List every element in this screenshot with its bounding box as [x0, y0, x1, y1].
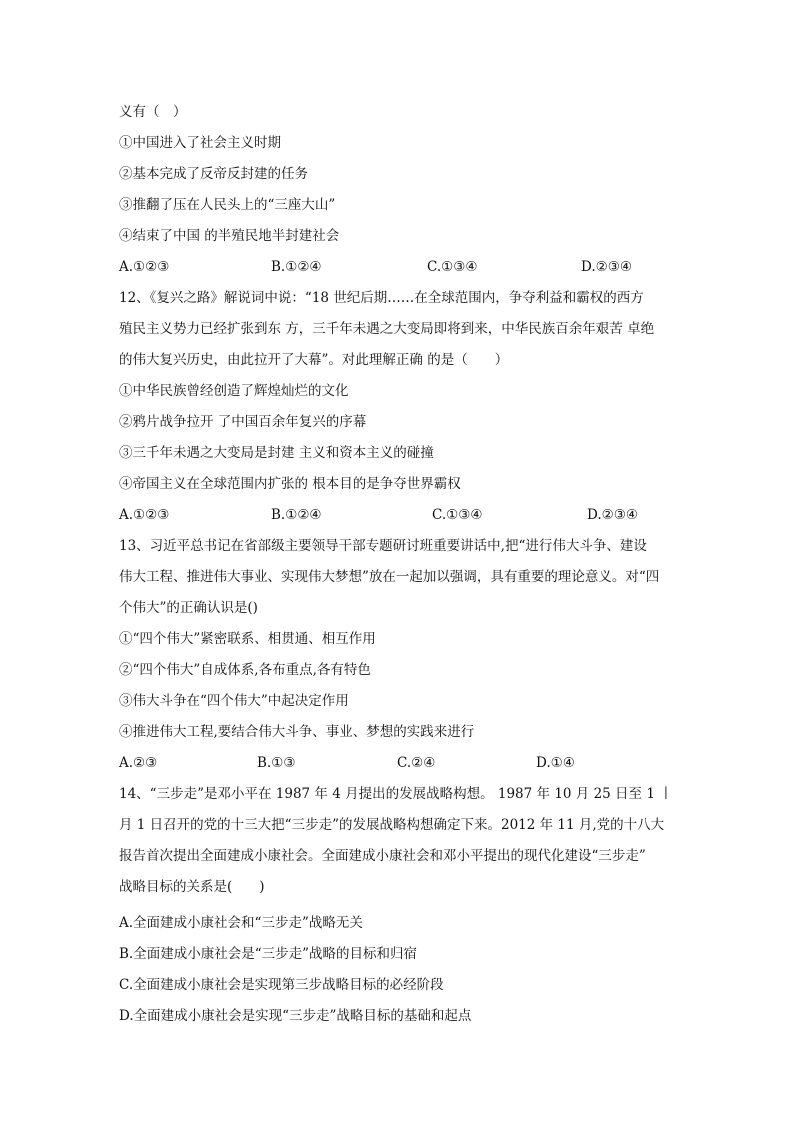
- q14-stem-line-4: 战略目标的关系是( ): [119, 879, 265, 895]
- q12-statement-3: ③三千年未遇之大变局是封建 主义和资本主义的碰撞: [119, 445, 434, 461]
- statement-4: ④结束了中国 的半殖民地半封建社会: [119, 228, 340, 244]
- q13-statement-3: ③伟大斗争在“四个伟大”中起决定作用: [119, 693, 349, 709]
- q13-stem-line-2: 伟大工程、推进伟大事业、实现伟大梦想”放在一起加以强调，具有重要的理论意义。对“四: [119, 569, 660, 585]
- q12-statement-4: ④帝国主义在全球范围内扩张的 根本目的是争夺世界霸权: [119, 476, 461, 492]
- option-c: C.①③④: [432, 507, 483, 523]
- q14-stem-line-2: 月 1 日召开的党的十三大把“三步走”的发展战略构想确定下来。2012 年 11 月,党的十八大: [119, 817, 665, 833]
- q14-choice-c: C.全面建成小康社会是实现第三步战略目标的必经阶段: [119, 977, 444, 993]
- question-continuation: 义有（ ）: [119, 104, 187, 120]
- q14-choice-b: B.全面建成小康社会是“三步走”战略的目标和归宿: [119, 946, 418, 962]
- q12-stem-line-2: 殖民主义势力已经扩张到东 方，三千年未遇之大变局即将到来，中华民族百余年艰苦 卓绝: [119, 321, 655, 337]
- statement-3: ③推翻了压在人民头上的“三座大山”: [119, 197, 336, 213]
- q12-stem-line-1: 12、《复兴之路》解说词中说：“18 世纪后期……在全球范围内，争夺利益和霸权的西方: [119, 290, 644, 306]
- statement-1: ①中国进入了社会主义时期: [119, 135, 281, 151]
- q12-statement-1: ①中华民族曾经创造了辉煌灿烂的文化: [119, 383, 349, 399]
- option-a: A.①②③: [119, 259, 170, 275]
- q14-stem-line-3: 报告首次提出全面建成小康社会。全面建成小康社会和邓小平提出的现代化建设“三步走”: [119, 848, 646, 864]
- q12-stem-line-3: 的伟大复兴历史，由此拉开了大幕”。对此理解正确 的是（ ）: [119, 352, 509, 368]
- option-a: A.②③: [119, 755, 158, 771]
- option-b: B.①③: [257, 755, 296, 771]
- option-d: D.②③④: [581, 259, 632, 275]
- q14-choice-a: A.全面建成小康社会和“三步走”战略无关: [119, 915, 363, 931]
- statement-2: ②基本完成了反帝反封建的任务: [119, 166, 308, 182]
- q12-statement-2: ②鸦片战争拉开 了中国百余年复兴的序幕: [119, 414, 367, 430]
- q13-stem-line-1: 13、习近平总书记在省部级主要领导干部专题研讨班重要讲话中,把“进行伟大斗争、建设: [119, 538, 647, 554]
- q13-statement-2: ②“四个伟大”自成体系,各布重点,各有特色: [119, 662, 371, 678]
- option-d: D.②③④: [587, 507, 638, 523]
- option-b: B.①②④: [271, 259, 322, 275]
- option-c: C.②④: [397, 755, 436, 771]
- q14-choice-d: D.全面建成小康社会是实现“三步走”战略目标的基础和起点: [119, 1008, 472, 1024]
- q13-statement-4: ④推进伟大工程,要结合伟大斗争、事业、梦想的实践来进行: [119, 724, 475, 740]
- option-a: A.①②③: [119, 507, 170, 523]
- q13-statement-1: ①“四个伟大”紧密联系、相贯通、相互作用: [119, 631, 376, 647]
- option-c: C.①③④: [427, 259, 478, 275]
- q14-stem-line-1: 14、“三步走”是邓小平在 1987 年 4 月提出的发展战略构想。 1987 年 10 月 25 日至 1 丨: [119, 786, 673, 802]
- option-b: B.①②④: [271, 507, 322, 523]
- option-d: D.①④: [536, 755, 575, 771]
- q13-stem-line-3: 个伟大”的正确认识是(): [119, 600, 258, 616]
